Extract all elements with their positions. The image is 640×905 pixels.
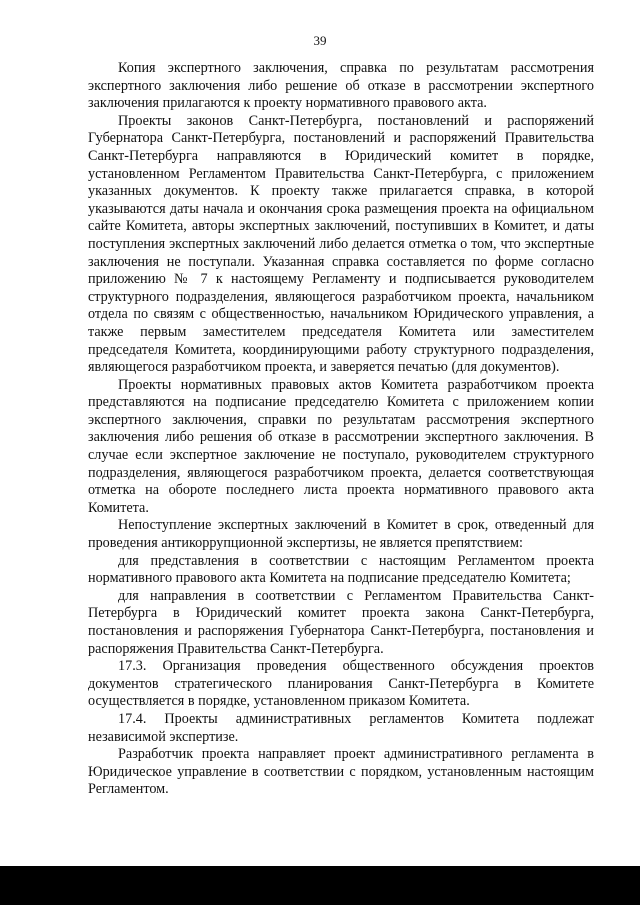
paragraph-for-sending: для направления в соответствии с Регламентом Правительства Санкт-Петербурга в Юридический комитет проекта закона Санкт-Петербурга, постановления и распоряжения Губернатора Санкт-Петербурга, постановления и распоряжения Правительства Санкт-Петербурга.	[88, 587, 594, 657]
paragraph-developer: Разработчик проекта направляет проект административного регламента в Юридическое управление в соответствии с порядком, установленным настоящим Регламентом.	[88, 746, 594, 798]
paragraph-committee-acts: Проекты нормативных правовых актов Комитета разработчиком проекта представляются на подписание председателю Комитета с приложением копии экспертного заключения, справки по результатам рассмотрения экспертного заключения либо решения об отказе в рассмотрении экспертного заключения. В случае если экспертное заключение не поступало, руководителем структурного подразделения, являющегося разработчиком проекта, делается соответствующая отметка на обороте последнего листа проекта нормативного правового акта Комитета.	[88, 376, 594, 516]
document-body	[88, 60, 594, 799]
paragraph-expert-copy: Копия экспертного заключения, справка по результатам рассмотрения экспертного заключения либо решение об отказе в рассмотрении экспертного заключения прилагаются к проекту нормативного правового акта.	[88, 60, 594, 112]
scan-bottom-border	[0, 866, 640, 905]
paragraph-for-presentation: для представления в соответствии с настоящим Регламентом проекта нормативного правового акта Комитета на подписание председателю Комитета;	[88, 552, 594, 587]
paragraph-draft-laws: Проекты законов Санкт-Петербурга, постановлений и распоряжений Губернатора Санкт-Петербурга, постановлений и распоряжений Правительства Санкт-Петербурга направляются в Юридический комитет в порядке, установленном Регламентом Правительства Санкт-Петербурга, с приложением указанных документов. К проекту также прилагается справка, в которой указываются даты начала и окончания срока размещения проекта на официальном сайте Комитета, авторы экспертных заключений, поступивших в Комитет, и даты поступления экспертных заключений либо делается отметка о том, что экспертные заключения не поступали. Указанная справка составляется по форме согласно приложению № 7 к настоящему Регламенту и подписывается руководителем структурного подразделения, являющегося разработчиком проекта, начальником отдела по связям с общественностью, начальником Юридического управления, а также первым заместителем председателя Комитета или заместителем председателя Комитета, координирующими работу структурного подразделения, являющегося разработчиком проекта, и заверяется печатью (для документов).	[88, 112, 594, 376]
paragraph-non-receipt: Непоступление экспертных заключений в Комитет в срок, отведенный для проведения антикоррупционной экспертизы, не является препятствием:	[88, 517, 594, 552]
page-number: 39	[313, 33, 327, 48]
paragraph-17-3: 17.3. Организация проведения общественного обсуждения проектов документов стратегического планирования Санкт-Петербурга в Комитете осуществляется в порядке, установленном приказом Комитета.	[88, 658, 594, 710]
paragraph-17-4: 17.4. Проекты административных регламентов Комитета подлежат независимой экспертизе.	[88, 710, 594, 745]
